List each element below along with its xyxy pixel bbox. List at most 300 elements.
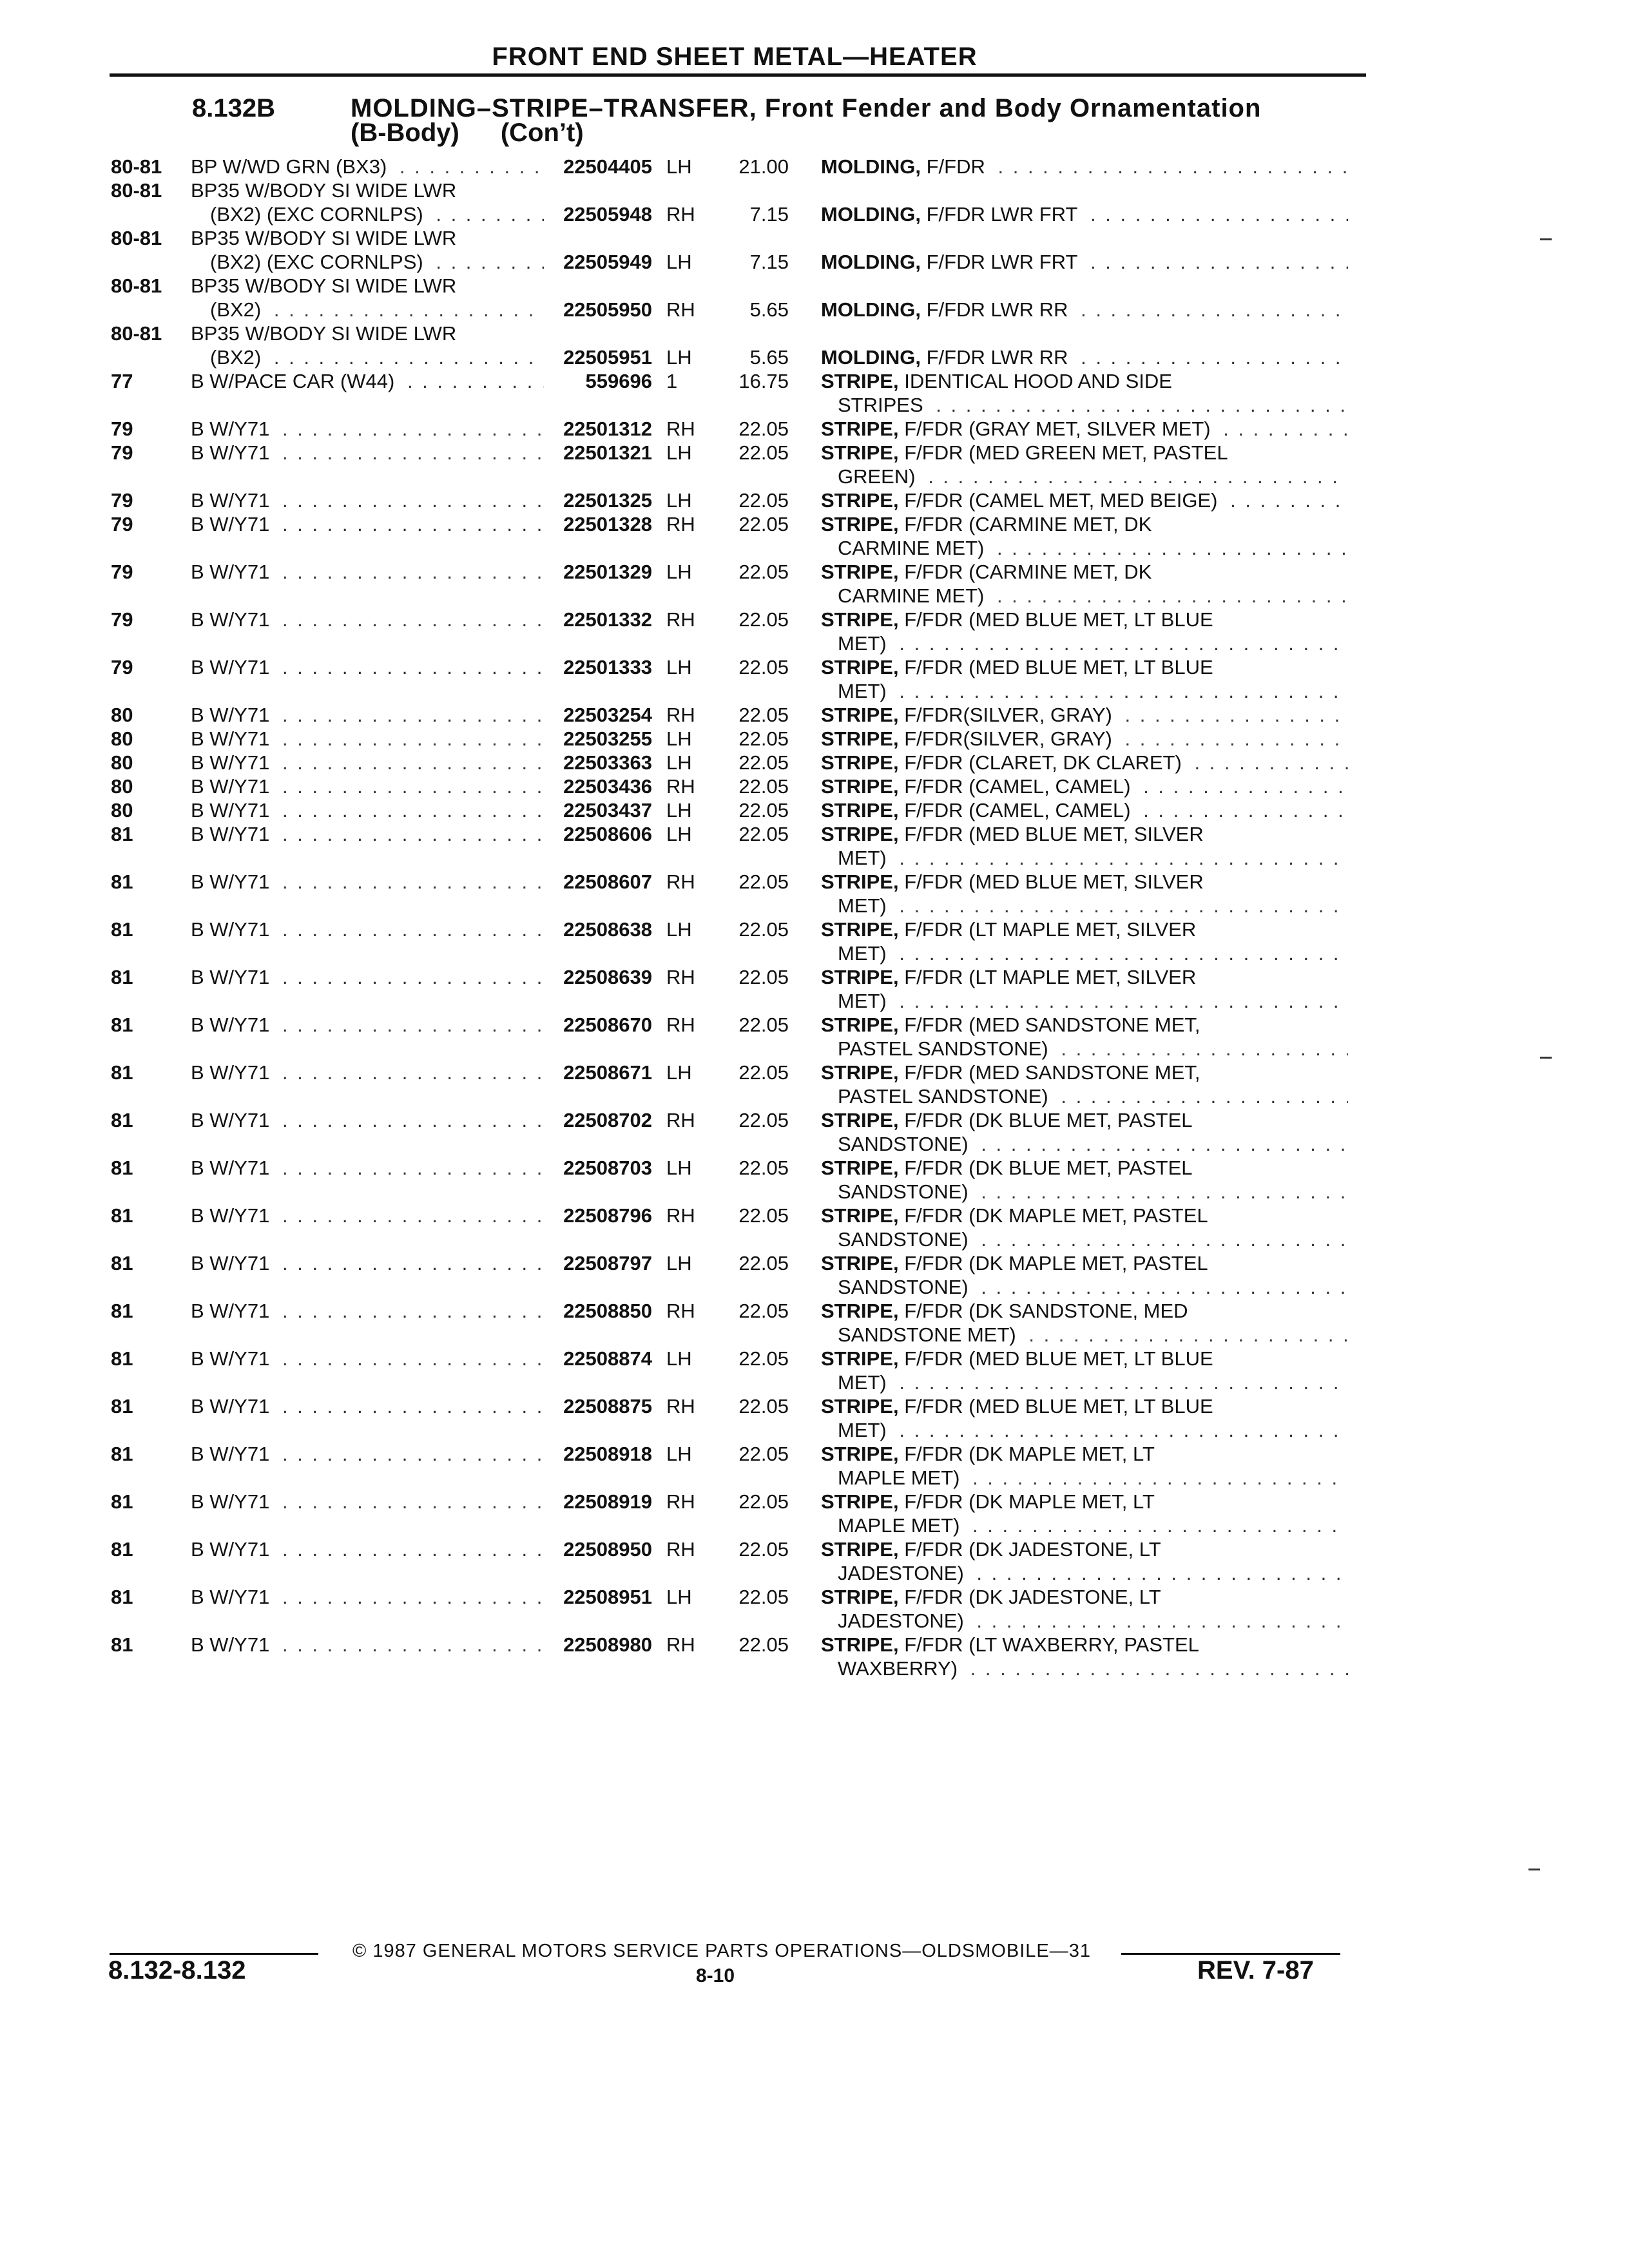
model-year: 81 bbox=[111, 1633, 133, 1656]
quantity bbox=[666, 1609, 724, 1633]
part-number bbox=[544, 1466, 666, 1490]
table-row bbox=[111, 1514, 1348, 1537]
description bbox=[821, 1251, 1348, 1275]
price: 22.05 bbox=[738, 1014, 789, 1036]
application-text: B W/Y71 bbox=[191, 513, 270, 535]
price bbox=[724, 1657, 821, 1680]
application bbox=[191, 894, 544, 918]
table-row bbox=[111, 345, 1348, 369]
model-year bbox=[111, 465, 191, 488]
part-number: 22501325 bbox=[563, 489, 652, 512]
price bbox=[724, 584, 821, 608]
description bbox=[821, 584, 1348, 608]
part-number: 22508671 bbox=[563, 1061, 652, 1084]
part-number: 22505949 bbox=[563, 251, 652, 273]
application-text: BP W/WD GRN (BX3) bbox=[191, 155, 387, 178]
part-number: 22503437 bbox=[563, 799, 652, 822]
model-year: 81 bbox=[111, 1347, 133, 1370]
application bbox=[191, 1370, 544, 1394]
description-text: MET) bbox=[838, 1419, 887, 1441]
table-row bbox=[111, 1537, 1348, 1561]
description bbox=[821, 1609, 1348, 1633]
description-text: WAXBERRY) bbox=[838, 1657, 958, 1680]
model-year: 80 bbox=[111, 775, 133, 798]
application bbox=[191, 1466, 544, 1490]
section-title: MOLDING–STRIPE–TRANSFER, Front Fender and Body Ornamentation bbox=[351, 94, 1262, 122]
part-number bbox=[544, 1418, 666, 1442]
part-number bbox=[544, 989, 666, 1013]
table-row bbox=[111, 1490, 1348, 1514]
application bbox=[191, 417, 544, 441]
description-text: F/FDR (MED BLUE MET, SILVER bbox=[904, 870, 1204, 893]
application-text: B W/Y71 bbox=[191, 561, 270, 583]
application bbox=[191, 584, 544, 608]
application bbox=[191, 1442, 544, 1466]
table-row bbox=[111, 631, 1348, 655]
quantity: RH bbox=[666, 1538, 695, 1561]
footer-copyright: © 1987 GENERAL MOTORS SERVICE PARTS OPERATIONS—OLDSMOBILE—31 bbox=[352, 1941, 1092, 1961]
table-row bbox=[111, 1061, 1348, 1084]
model-year bbox=[111, 1370, 191, 1394]
description-text: F/FDR (MED BLUE MET, SILVER bbox=[904, 823, 1204, 845]
application bbox=[191, 1251, 544, 1275]
quantity: RH bbox=[666, 966, 695, 988]
description-keyword: STRIPE, bbox=[821, 1633, 899, 1656]
description bbox=[821, 1418, 1348, 1442]
quantity: RH bbox=[666, 1395, 695, 1418]
quantity: LH bbox=[666, 1586, 692, 1608]
table-row bbox=[111, 560, 1348, 584]
price bbox=[724, 1323, 821, 1347]
quantity: LH bbox=[666, 823, 692, 845]
description bbox=[821, 441, 1348, 465]
description-keyword: STRIPE, bbox=[821, 870, 899, 893]
part-number bbox=[544, 178, 666, 202]
application-text: B W/Y71 bbox=[191, 727, 270, 750]
table-row bbox=[111, 1227, 1348, 1251]
description-text: F/FDR (LT WAXBERRY, PASTEL bbox=[904, 1633, 1199, 1656]
quantity: LH bbox=[666, 1347, 692, 1370]
quantity bbox=[666, 178, 724, 202]
table-row bbox=[111, 965, 1348, 989]
application-text: B W/Y71 bbox=[191, 1061, 270, 1084]
part-number: 22503255 bbox=[563, 727, 652, 750]
application bbox=[191, 178, 544, 202]
table-row bbox=[111, 298, 1348, 322]
part-number: 22501333 bbox=[563, 656, 652, 678]
application bbox=[191, 1585, 544, 1609]
description-keyword: STRIPE, bbox=[821, 513, 899, 535]
model-year bbox=[111, 989, 191, 1013]
quantity bbox=[666, 894, 724, 918]
parts-table-body bbox=[111, 155, 1348, 1680]
quantity: RH bbox=[666, 298, 695, 321]
part-number: 22503363 bbox=[563, 751, 652, 774]
description-text: F/FDR LWR RR bbox=[926, 346, 1068, 369]
table-row bbox=[111, 512, 1348, 536]
application bbox=[191, 703, 544, 727]
price bbox=[724, 894, 821, 918]
model-year bbox=[111, 202, 191, 226]
table-row bbox=[111, 1466, 1348, 1490]
description-text: MET) bbox=[838, 680, 887, 702]
description bbox=[821, 1108, 1348, 1132]
application bbox=[191, 1347, 544, 1370]
quantity bbox=[666, 989, 724, 1013]
price: 22.05 bbox=[738, 1395, 789, 1418]
model-year: 79 bbox=[111, 418, 133, 440]
price: 22.05 bbox=[738, 1443, 789, 1465]
model-year: 79 bbox=[111, 608, 133, 631]
description-keyword: STRIPE, bbox=[821, 1538, 899, 1561]
table-row bbox=[111, 1156, 1348, 1180]
application bbox=[191, 679, 544, 703]
model-year: 81 bbox=[111, 1300, 133, 1322]
table-row bbox=[111, 703, 1348, 727]
price: 22.05 bbox=[738, 823, 789, 845]
table-row bbox=[111, 751, 1348, 774]
section-subtitle-line bbox=[351, 119, 584, 148]
description-keyword: STRIPE, bbox=[821, 1252, 899, 1274]
description-keyword: MOLDING, bbox=[821, 203, 921, 226]
part-number bbox=[544, 1323, 666, 1347]
application bbox=[191, 798, 544, 822]
price: 22.05 bbox=[738, 918, 789, 941]
application bbox=[191, 1561, 544, 1585]
description bbox=[821, 369, 1348, 393]
part-number bbox=[544, 1370, 666, 1394]
model-year bbox=[111, 1037, 191, 1061]
price: 22.05 bbox=[738, 1347, 789, 1370]
description bbox=[821, 894, 1348, 918]
application bbox=[191, 1227, 544, 1251]
price bbox=[724, 465, 821, 488]
description bbox=[821, 345, 1348, 369]
description bbox=[821, 393, 1348, 417]
application-text: (BX2) bbox=[210, 346, 262, 369]
application bbox=[191, 441, 544, 465]
description bbox=[821, 1061, 1348, 1084]
model-year: 81 bbox=[111, 1395, 133, 1418]
part-number: 22508950 bbox=[563, 1538, 652, 1561]
price: 22.05 bbox=[738, 1061, 789, 1084]
price: 22.05 bbox=[738, 1204, 789, 1227]
description-text: PASTEL SANDSTONE) bbox=[838, 1085, 1048, 1108]
quantity: LH bbox=[666, 1252, 692, 1274]
description-text: F/FDR LWR RR bbox=[926, 298, 1068, 321]
model-year: 79 bbox=[111, 513, 133, 535]
model-year: 81 bbox=[111, 1109, 133, 1131]
description-text: MAPLE MET) bbox=[838, 1466, 960, 1489]
table-row bbox=[111, 1394, 1348, 1418]
quantity bbox=[666, 679, 724, 703]
description bbox=[821, 465, 1348, 488]
application-text: BP35 W/BODY SI WIDE LWR bbox=[191, 227, 457, 249]
description bbox=[821, 1561, 1348, 1585]
description-text: MAPLE MET) bbox=[838, 1514, 960, 1537]
model-year: 81 bbox=[111, 966, 133, 988]
description-keyword: STRIPE, bbox=[821, 418, 899, 440]
table-row bbox=[111, 1180, 1348, 1204]
model-year bbox=[111, 1657, 191, 1680]
table-row bbox=[111, 1275, 1348, 1299]
quantity: RH bbox=[666, 1633, 695, 1656]
description bbox=[821, 679, 1348, 703]
description-text: SANDSTONE MET) bbox=[838, 1323, 1016, 1346]
description-keyword: STRIPE, bbox=[821, 775, 899, 798]
model-year bbox=[111, 1084, 191, 1108]
part-number: 22508875 bbox=[563, 1395, 652, 1418]
description-text: JADESTONE) bbox=[838, 1610, 964, 1632]
description bbox=[821, 178, 1348, 202]
application bbox=[191, 1204, 544, 1227]
part-number: 22508951 bbox=[563, 1586, 652, 1608]
price bbox=[724, 941, 821, 965]
description bbox=[821, 560, 1348, 584]
part-number: 22508919 bbox=[563, 1490, 652, 1513]
model-year: 81 bbox=[111, 1252, 133, 1274]
model-year bbox=[111, 345, 191, 369]
table-row bbox=[111, 798, 1348, 822]
model-year bbox=[111, 1227, 191, 1251]
price: 22.05 bbox=[738, 561, 789, 583]
part-number: 22501329 bbox=[563, 561, 652, 583]
part-number: 22501312 bbox=[563, 418, 652, 440]
part-number: 22508607 bbox=[563, 870, 652, 893]
table-row bbox=[111, 1370, 1348, 1394]
model-year: 80 bbox=[111, 727, 133, 750]
quantity: RH bbox=[666, 1109, 695, 1131]
part-number: 22508606 bbox=[563, 823, 652, 845]
description-keyword: STRIPE, bbox=[821, 1109, 899, 1131]
part-number bbox=[544, 1037, 666, 1061]
description-text: F/FDR (CAMEL, CAMEL) bbox=[904, 775, 1131, 798]
description-text: SANDSTONE) bbox=[838, 1228, 969, 1251]
part-number: 22501328 bbox=[563, 513, 652, 535]
application bbox=[191, 1537, 544, 1561]
model-year bbox=[111, 846, 191, 870]
table-row bbox=[111, 1561, 1348, 1585]
application bbox=[191, 465, 544, 488]
description bbox=[821, 608, 1348, 631]
description-text: F/FDR (MED BLUE MET, LT BLUE bbox=[904, 656, 1213, 678]
price: 22.05 bbox=[738, 656, 789, 678]
description-keyword: STRIPE, bbox=[821, 1443, 899, 1465]
description-text: F/FDR (DK BLUE MET, PASTEL bbox=[904, 1109, 1193, 1131]
price bbox=[724, 846, 821, 870]
description bbox=[821, 989, 1348, 1013]
description-keyword: MOLDING, bbox=[821, 346, 921, 369]
quantity bbox=[666, 1561, 724, 1585]
application bbox=[191, 488, 544, 512]
application-text: B W/Y71 bbox=[191, 656, 270, 678]
description bbox=[821, 751, 1348, 774]
page-header-title: FRONT END SHEET METAL—HEATER bbox=[492, 43, 978, 71]
description-text: F/FDR bbox=[926, 155, 985, 178]
application-text: B W/Y71 bbox=[191, 1490, 270, 1513]
model-year: 80-81 bbox=[111, 227, 162, 249]
price: 7.15 bbox=[749, 251, 789, 273]
application-text: B W/Y71 bbox=[191, 441, 270, 464]
application bbox=[191, 1037, 544, 1061]
description-keyword: STRIPE, bbox=[821, 489, 899, 512]
application bbox=[191, 202, 544, 226]
quantity bbox=[666, 1323, 724, 1347]
model-year bbox=[111, 1609, 191, 1633]
model-year bbox=[111, 631, 191, 655]
application-text: B W/Y71 bbox=[191, 799, 270, 822]
description bbox=[821, 774, 1348, 798]
quantity bbox=[666, 941, 724, 965]
table-row bbox=[111, 584, 1348, 608]
description bbox=[821, 1514, 1348, 1537]
price: 22.05 bbox=[738, 608, 789, 631]
description-keyword: STRIPE, bbox=[821, 1586, 899, 1608]
price bbox=[724, 679, 821, 703]
application bbox=[191, 1490, 544, 1514]
description-text: F/FDR LWR FRT bbox=[926, 251, 1078, 273]
table-row bbox=[111, 1323, 1348, 1347]
table-row bbox=[111, 1037, 1348, 1061]
application-text: B W/Y71 bbox=[191, 489, 270, 512]
description-text: F/FDR LWR FRT bbox=[926, 203, 1078, 226]
description bbox=[821, 1275, 1348, 1299]
description-keyword: STRIPE, bbox=[821, 608, 899, 631]
application bbox=[191, 536, 544, 560]
model-year bbox=[111, 679, 191, 703]
scan-edge-mark bbox=[1540, 238, 1552, 240]
quantity: LH bbox=[666, 346, 692, 369]
application-text: B W/Y71 bbox=[191, 1538, 270, 1561]
application bbox=[191, 1323, 544, 1347]
table-row bbox=[111, 1657, 1348, 1680]
table-row bbox=[111, 226, 1348, 250]
application bbox=[191, 1394, 544, 1418]
part-number: 22505948 bbox=[563, 203, 652, 226]
description bbox=[821, 298, 1348, 322]
part-number: 22504405 bbox=[563, 155, 652, 178]
price bbox=[724, 1180, 821, 1204]
description bbox=[821, 1204, 1348, 1227]
price bbox=[724, 1370, 821, 1394]
quantity: RH bbox=[666, 203, 695, 226]
description-text: F/FDR (DK MAPLE MET, LT bbox=[904, 1443, 1155, 1465]
quantity bbox=[666, 393, 724, 417]
model-year: 81 bbox=[111, 918, 133, 941]
price bbox=[724, 226, 821, 250]
quantity bbox=[666, 631, 724, 655]
header-rule bbox=[110, 73, 1366, 77]
model-year bbox=[111, 1323, 191, 1347]
table-row bbox=[111, 727, 1348, 751]
price bbox=[724, 393, 821, 417]
model-year bbox=[111, 1418, 191, 1442]
description-keyword: STRIPE, bbox=[821, 799, 899, 822]
part-number bbox=[544, 631, 666, 655]
description bbox=[821, 918, 1348, 941]
description-text: CARMINE MET) bbox=[838, 537, 985, 559]
price: 22.05 bbox=[738, 799, 789, 822]
quantity bbox=[666, 1418, 724, 1442]
part-number bbox=[544, 536, 666, 560]
model-year bbox=[111, 941, 191, 965]
part-number bbox=[544, 393, 666, 417]
application bbox=[191, 1132, 544, 1156]
quantity: RH bbox=[666, 870, 695, 893]
quantity: 1 bbox=[666, 370, 678, 392]
table-row bbox=[111, 488, 1348, 512]
description bbox=[821, 1394, 1348, 1418]
description-text: F/FDR (DK BLUE MET, PASTEL bbox=[904, 1157, 1193, 1179]
price bbox=[724, 1609, 821, 1633]
description bbox=[821, 655, 1348, 679]
price: 22.05 bbox=[738, 513, 789, 535]
description bbox=[821, 202, 1348, 226]
description-keyword: MOLDING, bbox=[821, 298, 921, 321]
price bbox=[724, 631, 821, 655]
price: 7.15 bbox=[749, 203, 789, 226]
table-row bbox=[111, 1585, 1348, 1609]
part-number bbox=[544, 1227, 666, 1251]
description-text: IDENTICAL HOOD AND SIDE bbox=[904, 370, 1172, 392]
part-number: 22503254 bbox=[563, 704, 652, 726]
description bbox=[821, 1013, 1348, 1037]
description-text: F/FDR (DK MAPLE MET, PASTEL bbox=[904, 1252, 1208, 1274]
table-row bbox=[111, 1204, 1348, 1227]
quantity: LH bbox=[666, 751, 692, 774]
footer-revision: REV. 7-87 bbox=[1197, 1956, 1314, 1984]
table-row bbox=[111, 1299, 1348, 1323]
application bbox=[191, 345, 544, 369]
model-year: 80-81 bbox=[111, 155, 162, 178]
price: 22.05 bbox=[738, 418, 789, 440]
application-text: B W/Y71 bbox=[191, 704, 270, 726]
application bbox=[191, 1013, 544, 1037]
table-row bbox=[111, 536, 1348, 560]
description bbox=[821, 1585, 1348, 1609]
application bbox=[191, 1180, 544, 1204]
application-text: (BX2) bbox=[210, 298, 262, 321]
price: 5.65 bbox=[749, 298, 789, 321]
quantity: LH bbox=[666, 799, 692, 822]
application bbox=[191, 1061, 544, 1084]
part-number: 22508796 bbox=[563, 1204, 652, 1227]
table-row bbox=[111, 1013, 1348, 1037]
application bbox=[191, 1514, 544, 1537]
description-text: F/FDR(SILVER, GRAY) bbox=[904, 704, 1112, 726]
quantity: RH bbox=[666, 418, 695, 440]
part-number: 22505950 bbox=[563, 298, 652, 321]
quantity bbox=[666, 1227, 724, 1251]
quantity: LH bbox=[666, 561, 692, 583]
application bbox=[191, 226, 544, 250]
price bbox=[724, 1132, 821, 1156]
description-text: JADESTONE) bbox=[838, 1562, 964, 1584]
price: 22.05 bbox=[738, 727, 789, 750]
description-text: F/FDR (GRAY MET, SILVER MET) bbox=[904, 418, 1211, 440]
description bbox=[821, 1633, 1348, 1657]
description bbox=[821, 1323, 1348, 1347]
description-keyword: STRIPE, bbox=[821, 1395, 899, 1418]
application-text: B W/Y71 bbox=[191, 1204, 270, 1227]
table-row bbox=[111, 989, 1348, 1013]
description bbox=[821, 250, 1348, 274]
application-text: B W/PACE CAR (W44) bbox=[191, 370, 395, 392]
price bbox=[724, 1037, 821, 1061]
model-year: 79 bbox=[111, 441, 133, 464]
part-number bbox=[544, 274, 666, 298]
description-text: MET) bbox=[838, 894, 887, 917]
